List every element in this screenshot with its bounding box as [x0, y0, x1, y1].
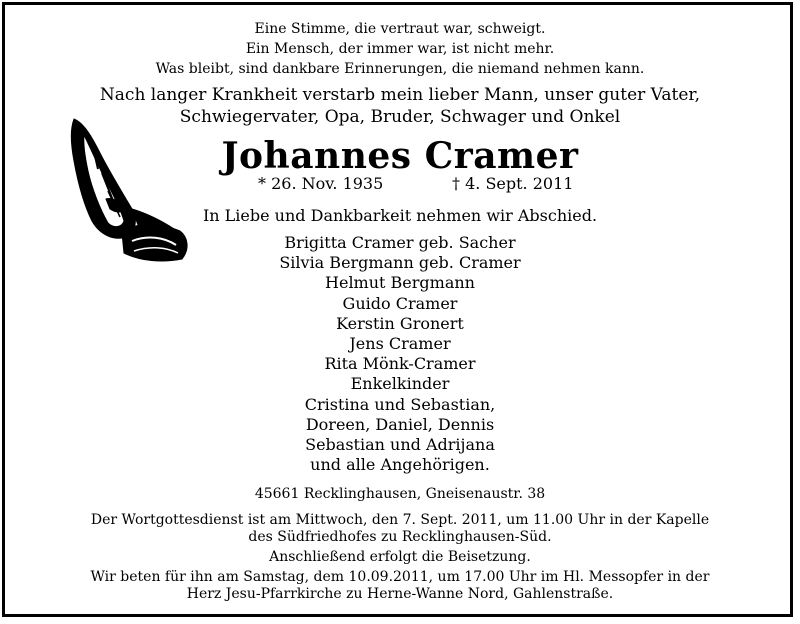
list-item: Doreen, Daniel, Dennis — [305, 414, 495, 434]
poem-line: Ein Mensch, der immer war, ist nicht mehr. — [245, 41, 555, 57]
list-item: Cristina und Sebastian, — [304, 394, 496, 414]
birth-date: * 26. Nov. 1935 — [258, 174, 384, 193]
farewell-text: In Liebe und Dankbarkeit nehmen wir Abschied. — [202, 206, 598, 225]
poem — [0, 19, 800, 79]
deceased-name: Johannes Cramer — [221, 135, 579, 177]
list-item: Enkelkinder — [350, 374, 450, 394]
family-address: 45661 Recklinghausen, Gneisenaustr. 38 — [254, 486, 546, 502]
list-item: Kerstin Gronert — [336, 313, 464, 333]
list-item: Helmut Bergmann — [325, 273, 475, 293]
poem-line: Was bleibt, sind dankbare Erinnerungen, die niemand nehmen kann. — [155, 61, 645, 77]
list-item: Guido Cramer — [342, 293, 458, 313]
list-item: Jens Cramer — [349, 334, 451, 354]
list-item: Brigitta Cramer geb. Sacher — [284, 233, 516, 252]
list-item: und alle Angehörigen. — [310, 455, 490, 475]
list-item: Silvia Bergmann geb. Cramer — [279, 253, 521, 273]
service-line: Wir beten für ihn am Samstag, dem 10.09.2011, um 17.00 Uhr im Hl. Messopfer in der — [90, 569, 710, 585]
intro-line: Schwiegervater, Opa, Bruder, Schwager und Onkel — [179, 107, 621, 127]
list-item: Sebastian und Adrijana — [305, 435, 495, 455]
service-line: Herz Jesu-Pfarrkirche zu Herne-Wanne Nord, Gahlenstraße. — [186, 586, 614, 602]
list-item: Rita Mönk-Cramer — [324, 354, 476, 374]
mourners-list — [0, 233, 800, 475]
service-line: Anschließend erfolgt die Beisetzung. — [269, 549, 531, 565]
service-line: Der Wortgottesdienst ist am Mittwoch, den 7. Sept. 2011, um 11.00 Uhr in der Kapelle — [90, 512, 710, 528]
service-details — [0, 512, 800, 603]
service-line: des Südfriedhofes zu Recklinghausen-Süd. — [248, 529, 552, 545]
death-date: † 4. Sept. 2011 — [452, 174, 574, 193]
poem-line: Eine Stimme, die vertraut war, schweigt. — [254, 21, 546, 37]
intro-line: Nach langer Krankheit verstarb mein lieber Mann, unser guter Vater, — [99, 85, 701, 105]
